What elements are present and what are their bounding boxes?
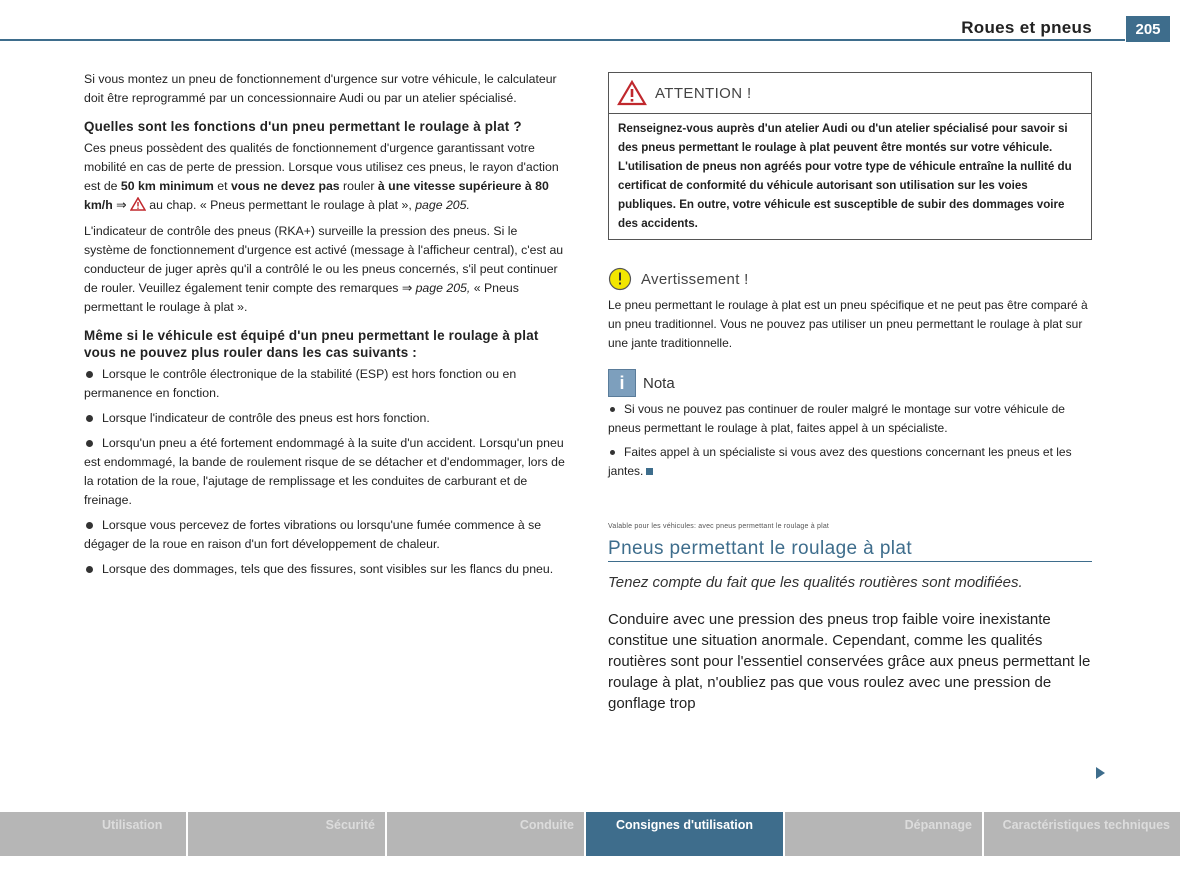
avertissement-header <box>608 267 1092 291</box>
bullet-icon <box>86 415 93 422</box>
bullet-icon <box>86 566 93 573</box>
warning-triangle-icon[interactable] <box>130 197 146 211</box>
attention-box <box>608 72 1092 240</box>
warning-triangle-icon <box>617 80 647 106</box>
nota-list <box>608 400 1092 481</box>
page-header-title: Roues et pneus <box>961 18 1092 37</box>
avertissement-label: Avertissement ! <box>641 270 749 288</box>
heading-functions: Quelles sont les fonctions d'un pneu permettant le roulage à plat ? <box>84 119 522 134</box>
right-column <box>608 72 1092 714</box>
bullet-icon <box>86 440 93 447</box>
functions-paragraph: Ces pneus possèdent des qualités de fonctionnement d'urgence garantissant votre mobilité en cas de perte de pression. Lorsque vous utilisez ces pneus, le rayon d'action est de 50 km minimum et vous ne devez pas rouler à une vitesse supérieure à 80 km/h ⇒ au chap. « Pneus permettant le roulage à plat », page 205. <box>84 141 559 212</box>
section-body: Conduire avec une pression des pneus trop faible voire inexistante constitue une situation anormale. Cependant, comme les qualités routières sont pour l'essentiel conservées grâce aux pneus permettant le roulage à plat, n'oubliez pas que vous roulez avec une pression de gonflage trop <box>608 611 1091 712</box>
attention-label: ATTENTION ! <box>655 84 752 102</box>
attention-text: Renseignez-vous auprès d'un atelier Audi ou d'un atelier spécialisé pour savoir si des pneus permettant le roulage à plat peuvent être montés sur votre véhicule. L'utilisation de pneus non agréés pour votre type de véhicule entraîne la nullité du certificat de conformité du véhicule autorisant son utilisation sur les voies publiques. En outre, votre véhicule est susceptible de subir des dommages voire des accidents. <box>618 122 1072 230</box>
nota-header <box>608 369 1092 397</box>
section-end-icon <box>646 468 653 475</box>
section-title: Pneus permettant le roulage à plat <box>608 539 1092 562</box>
page-reference-link[interactable]: page 205, <box>415 281 471 295</box>
nota-label: Nota <box>643 374 675 392</box>
list-item: Lorsque le contrôle électronique de la stabilité (ESP) est hors fonction ou en permanence en fonction. <box>84 367 517 400</box>
intro-paragraph: Si vous montez un pneu de fonctionnement d'urgence sur votre véhicule, le calculateur doit être reprogrammé par un concessionnaire Audi ou par un atelier spécialisé. <box>84 72 557 105</box>
list-item: Lorsqu'un pneu a été fortement endommagé à la suite d'un accident. Lorsqu'un pneu est endommagé, la bande de roulement risque de se détacher et d'endommager, lors de la rotation de la roue, l'ajutage de remplissage et les conduites de carburant et de freinage. <box>84 436 565 507</box>
avertissement-text: Le pneu permettant le roulage à plat est un pneu spécifique et ne peut pas être comparé à un pneu traditionnel. Vous ne pouvez pas utiliser un pneu permettant le roulage à plat sur une jante traditionnelle. <box>608 298 1088 350</box>
rka-paragraph: L'indicateur de contrôle des pneus (RKA+) surveille la pression des pneus. Si le système de fonctionnement d'urgence est activé (message à l'afficheur central), c'est au conducteur de juger après qu'il a contrôlé le ou les pneus concernés, s'il peut continuer de rouler. Veuillez également tenir compte des remarques ⇒ page 205, « Pneus permettant le roulage à plat ». <box>84 224 564 314</box>
list-item: Lorsque des dommages, tels que des fissures, sont visibles sur les flancs du pneu. <box>84 560 566 579</box>
caution-circle-icon <box>608 267 632 291</box>
tab-caracteristiques-techniques[interactable]: Caractéristiques techniques <box>984 812 1180 856</box>
header-rule <box>0 39 1125 41</box>
list-item: Lorsque vous percevez de fortes vibrations ou lorsqu'une fumée commence à se dégager de la roue en raison d'un fort développement de chaleur. <box>84 518 542 551</box>
page-reference-link[interactable]: page 205. <box>415 198 470 212</box>
bullet-icon <box>86 371 93 378</box>
continue-arrow-icon[interactable] <box>1096 767 1105 779</box>
heading-cases: Même si le véhicule est équipé d'un pneu permettant le roulage à plat vous ne pouvez plus rouler dans les cas suivants : <box>84 328 539 360</box>
validity-note: Valable pour les véhicules: avec pneus permettant le roulage à plat <box>608 523 830 530</box>
tab-conduite[interactable]: Conduite <box>387 812 586 856</box>
page-number: 205 <box>1126 16 1170 42</box>
tab-consignes-utilisation[interactable]: Consignes d'utilisation <box>586 812 785 856</box>
list-item: Si vous ne pouvez pas continuer de rouler malgré le montage sur votre véhicule de pneus permettant le roulage à plat, faites appel à un spécialiste. <box>608 402 1065 435</box>
list-item: Lorsque l'indicateur de contrôle des pneus est hors fonction. <box>84 409 566 428</box>
footer-tabs <box>0 812 1180 856</box>
left-column <box>84 70 566 585</box>
section-lead: Tenez compte du fait que les qualités routières sont modifiées. <box>608 574 1023 591</box>
attention-header <box>609 73 1091 114</box>
bullet-icon <box>610 450 615 455</box>
tab-utilisation[interactable]: Utilisation <box>0 812 188 856</box>
case-list <box>84 365 566 579</box>
tab-securite[interactable]: Sécurité <box>188 812 387 856</box>
info-icon: i <box>608 369 636 397</box>
tab-depannage[interactable]: Dépannage <box>785 812 984 856</box>
bullet-icon <box>610 407 615 412</box>
list-item: Faites appel à un spécialiste si vous avez des questions concernant les pneus et les jantes. <box>608 445 1072 478</box>
bullet-icon <box>86 522 93 529</box>
